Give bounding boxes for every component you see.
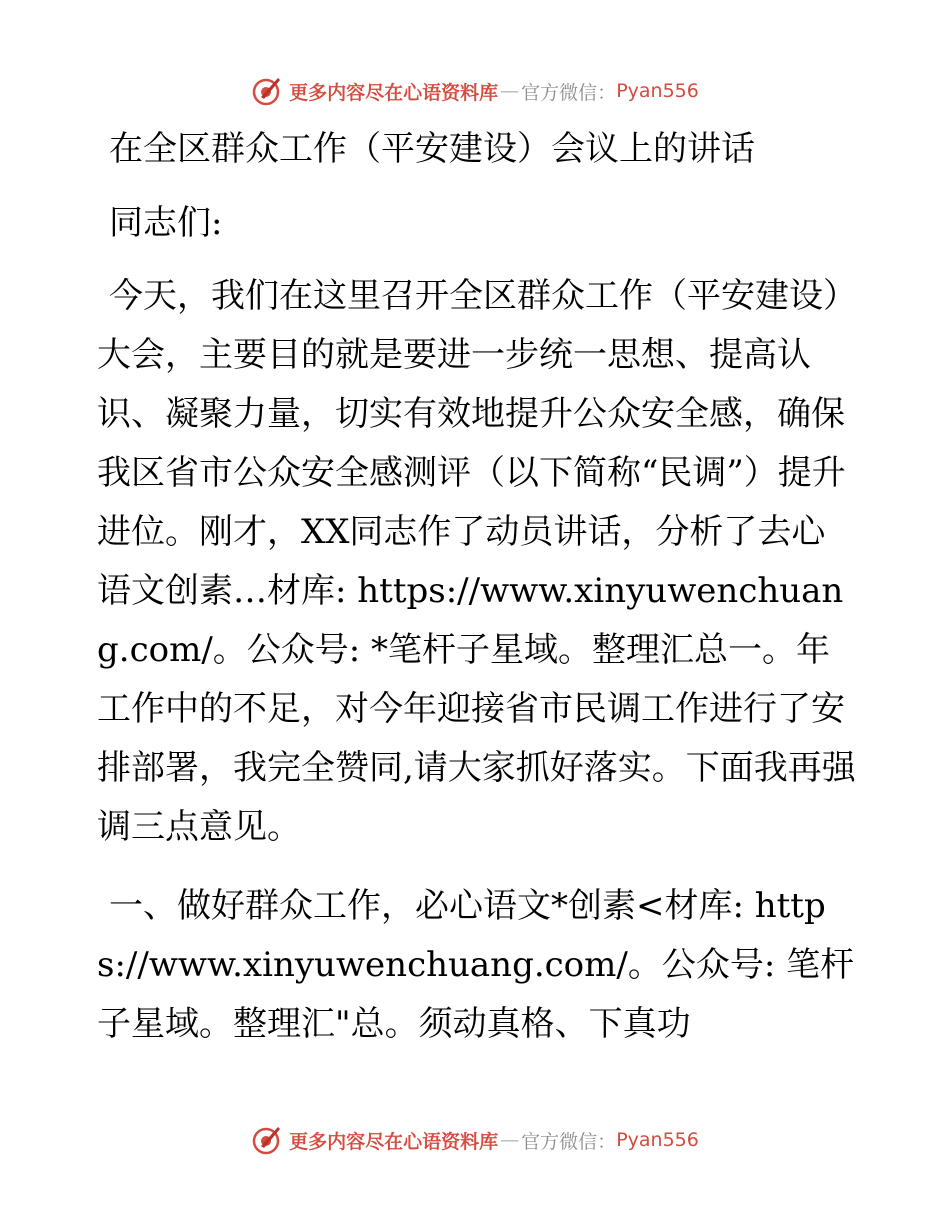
paragraph-section-one: 一、做好群众工作，必心语文*创素<材库: https://www.xinyuwenchuang.com/。公众号: 笔杆子星域。整理汇"总。须动真格、下真功	[97, 886, 855, 1044]
banner-dash: —	[500, 80, 520, 102]
banner-wechat-id: Pyan556	[616, 80, 699, 102]
document-title: 在全区群众工作（平安建设）会议上的讲话	[109, 129, 755, 169]
quill-logo-icon	[251, 75, 283, 107]
banner-slogan: 更多内容尽在心语资料库	[289, 81, 499, 104]
greeting: 同志们:	[109, 203, 223, 243]
paragraph: 今天，我们在这里召开全区群众工作（平安建设）大会，主要目的就是要进一步统一思想、提高认识、凝聚力量，切实有效地提升公众安全感，确保我区省市公众安全感测评（以下简称“民调”）提升进位。刚才，XX同志作了动员讲话，分析了去心语文创素…材库: https://www.xinyuwenchuang.com/。公众号: *笔杆子星域。整理汇总一。年工作中的不足，对今年迎接省市民调工作进行了安排部署，我完全赞同,请大家抓好落实。下面我再强调三点意见。	[97, 276, 857, 847]
banner-official-label: 官方微信：	[521, 1130, 617, 1153]
quill-logo-icon	[251, 1124, 283, 1156]
banner-official-label: 官方微信：	[521, 81, 617, 104]
document-body	[97, 120, 857, 1054]
header-watermark-banner	[0, 71, 950, 111]
banner-wechat-id: Pyan556	[616, 1129, 699, 1151]
banner-dash: —	[500, 1129, 520, 1151]
footer-watermark-banner	[0, 1120, 950, 1160]
banner-slogan: 更多内容尽在心语资料库	[289, 1130, 499, 1153]
